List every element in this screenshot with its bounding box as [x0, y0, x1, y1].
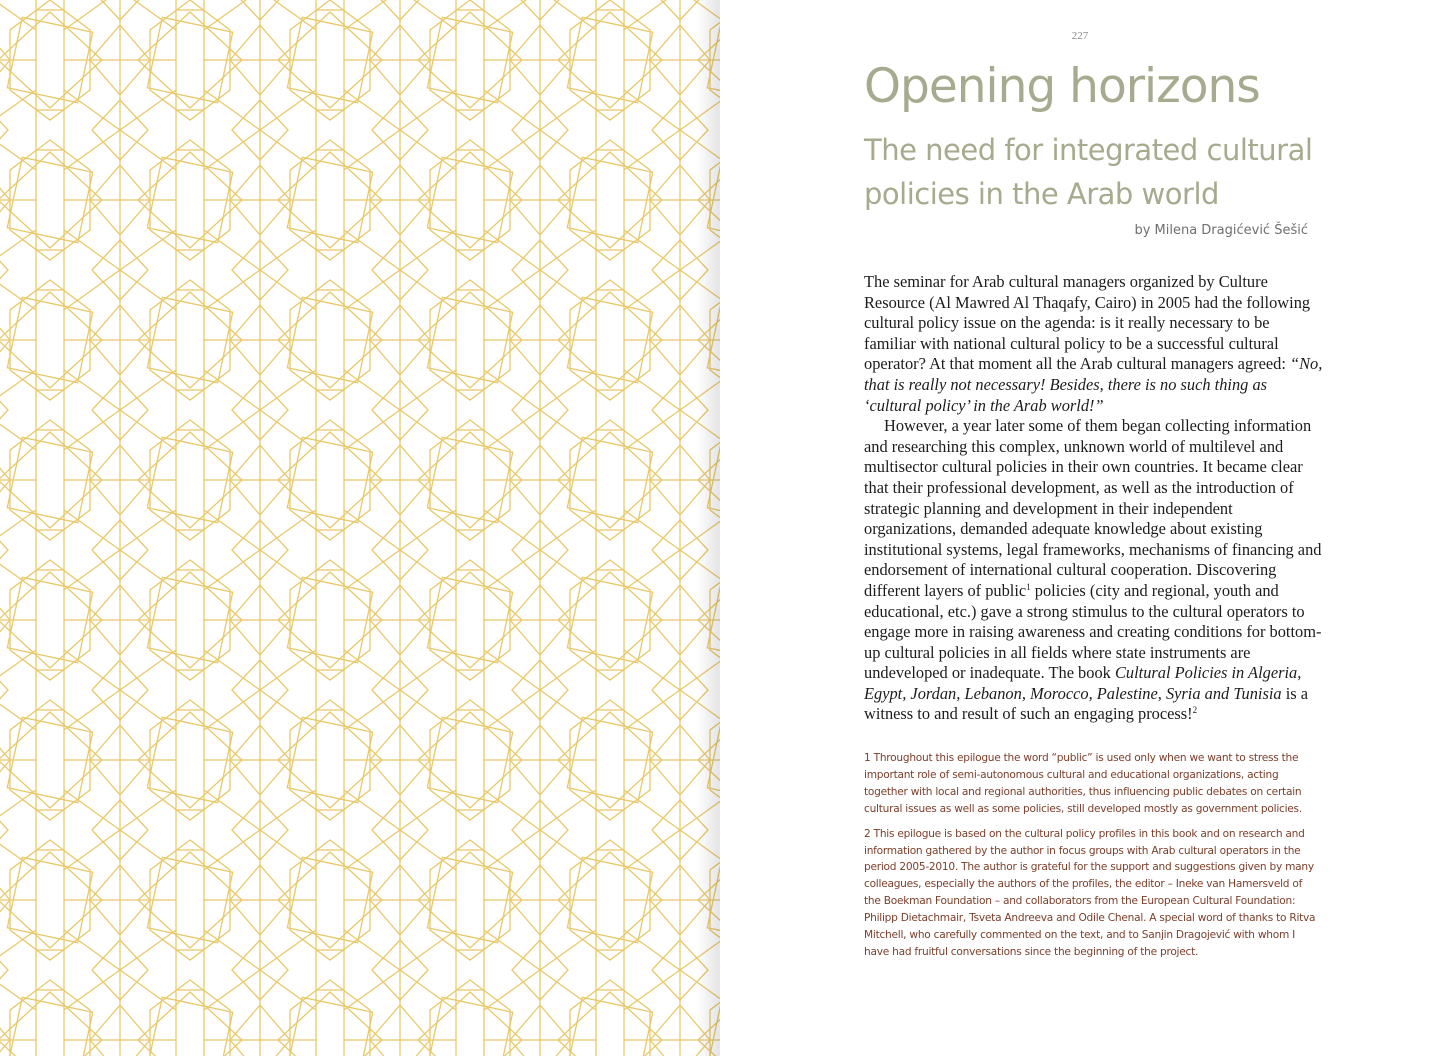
chapter-title: Opening horizons — [864, 59, 1260, 114]
author-byline: by Milena Dragićević Šešić — [1134, 223, 1308, 238]
paragraph-2 — [864, 416, 1324, 725]
paragraph-1-text: The seminar for Arab cultural managers organized by Culture Resource (Al Mawred Al Thaqafy, Cairo) in 2005 had the following cultural policy issue on the agenda: is it really necessary to be familiar with national cultural policy to be a successful cultural operator? At that moment all the Arab cultural managers agreed: — [864, 272, 1311, 374]
footnote-ref-2[interactable]: 2 — [1192, 705, 1198, 716]
paragraph-2-text-b: policies (city and regional, youth and educational, etc.) gave a strong stimulus to the cultural operators to engage more in raising awareness and creating conditions for bottom-up cultural policies in all fields where state instruments are undeveloped or inadequate. The book — [864, 580, 1322, 683]
paragraph-2-text-c: is a witness to and result of such an engaging process! — [864, 683, 1309, 724]
footnote-2: 2 This epilogue is based on the cultural policy profiles in this book and on research and information gathered by the author in focus groups with Arab cultural operators in the period 2005-2010. The author is grateful for the support and suggestions given by many colleagues, especially the authors of the profiles, the editor – Ineke van Hamersveld of the Boekman Foundation – and collaborators from the European Cultural Foundation: Philipp Dietachmair, Tsveta Andreeva and Odile Chenal. A special word of thanks to Ritva Mitchell, who carefully commented on the text, and to Sanjin Dragojević with whom I have had fruitful conversations since the beginning of the project. — [864, 827, 1316, 958]
body-text — [864, 272, 1324, 725]
footnote-ref-1[interactable]: 1 — [1026, 581, 1031, 592]
paragraph-2-text-a: However, a year later some of them began collecting information and researching this complex, unknown world of multilevel and multisector cultural policies in their own countries. It became clear that their professional development, as well as the introduction of strategic planning and development in their independent organizations, demanded adequate knowledge about existing institutional systems, legal frameworks, mechanisms of financing and endorsement of international cultural cooperation. Discovering different layers of public — [864, 416, 1322, 600]
footnote-1: 1 Throughout this epilogue the word “public” is used only when we want to stress the important role of semi-autonomous cultural and educational organizations, acting together with local and regional authorities, thus influencing public debates on certain cultural issues as well as some policies, still developed mostly as government policies. — [864, 752, 1302, 815]
chapter-subtitle: The need for integrated cultural policies in the Arab world — [864, 133, 1313, 211]
page-number: 227 — [1071, 30, 1089, 42]
paragraph-1-quote: “No, that is really not necessary! Besides, there is no such thing as ‘cultural policy’ in the Arab world!” — [864, 354, 1323, 415]
footnotes — [864, 750, 1319, 969]
text-page — [720, 0, 1440, 1056]
paragraph-1 — [864, 272, 1324, 416]
book-title: Cultural Policies in Algeria, Egypt, Jordan, Lebanon, Morocco, Palestine, Syria and Tunisia — [864, 663, 1302, 703]
